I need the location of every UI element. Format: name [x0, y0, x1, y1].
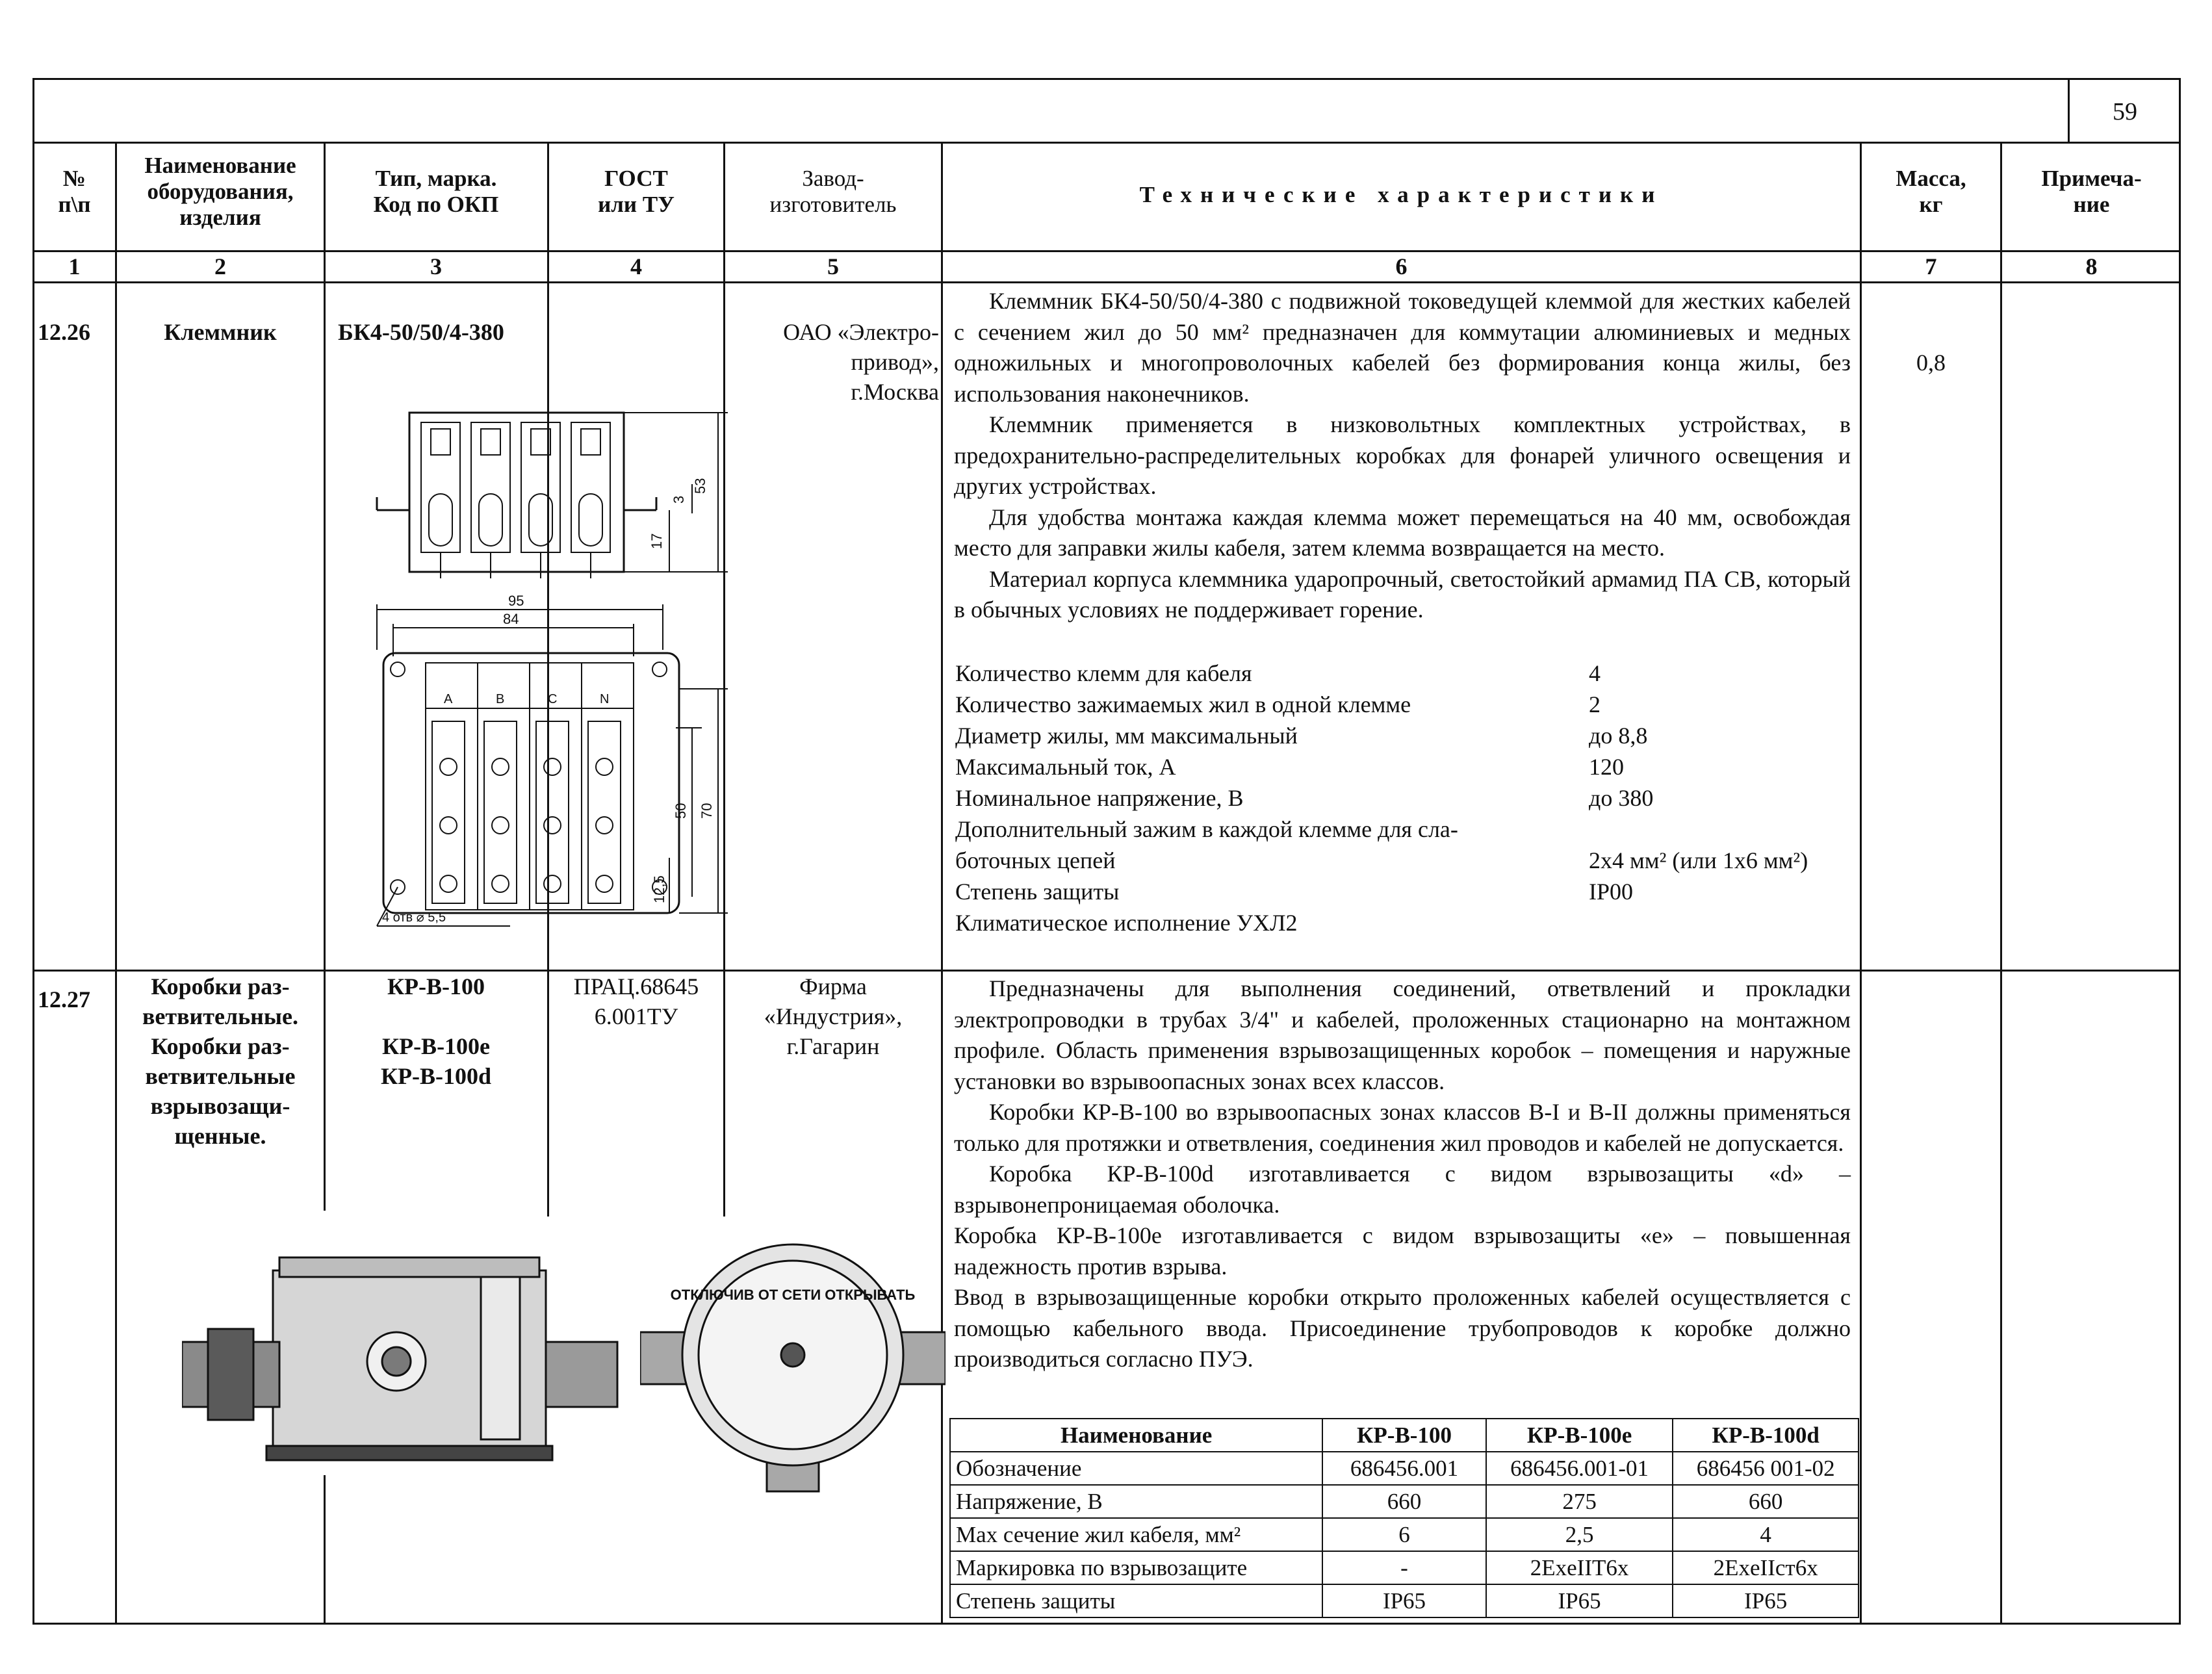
phase-label: В — [496, 692, 505, 706]
row1-number: 12.26 — [38, 319, 90, 345]
col-line-2b — [324, 1475, 326, 1625]
column-number: 7 — [1925, 253, 1937, 279]
header-col-3: Тип, марка. Код по ОКП — [373, 166, 499, 217]
phase-label: N — [600, 692, 610, 706]
row2-description — [954, 973, 1851, 1375]
row2-paragraph: Коробки КР-В-100 во взрывоопасных зонах классов В-I и В-II должны применяться только для протяжки и ответвления, соединения жил проводов и кабелей не допускается. — [954, 1099, 1851, 1156]
phase-label: С — [548, 692, 558, 706]
row2-types: КР-В-100 КР-В-100е КР-В-100d — [380, 973, 492, 1089]
row1-specs — [955, 658, 1852, 938]
column-number: 2 — [214, 253, 226, 279]
row2-paragraph: Коробка КР-В-100d изготавливается с видом взрывозащиты «d» – взрывонепроницаемая оболочка. — [954, 1161, 1851, 1218]
table-row: Степень защиты IP65 IP65 IP65 — [950, 1584, 1858, 1617]
row1-maker: ОАО «Электро- привод», г.Москва — [783, 319, 939, 405]
row1-paragraph: Клеммник применяется в низковольтных комплектных устройствах, в предохранительно-распределительных коробках для фонарей уличного освещения и других устройствах. — [954, 411, 1851, 499]
column-number: 4 — [630, 253, 642, 279]
row1-type: БК4-50/50/4-380 — [338, 319, 504, 345]
row2-name: Коробки раз- ветвительные. Коробки раз- ветвительные взрывозащи- щенные. — [142, 973, 298, 1149]
col-line-1 — [115, 142, 117, 1625]
table-header: КР-В-100 — [1322, 1419, 1486, 1452]
column-number: 5 — [827, 253, 839, 279]
spec-row: Максимальный ток, А 120 — [955, 754, 1624, 780]
row2-maker: Фирма «Индустрия», г.Гагарин — [764, 973, 903, 1059]
page-number: 59 — [2113, 98, 2137, 125]
row2-paragraph: Коробка КР-В-100е изготавливается с видом взрывозащиты «е» – повышенная надежность против взрыва. — [954, 1222, 1851, 1280]
row1-paragraph: Клеммник БК4-50/50/4-380 с подвижной токоведущей клеммой для жестких кабелей с сечением жил до 50 мм² предназначен для коммутации алюминиевых и медных одножильных и многопроволочных кабелей без формирования конца жилы, без использования наконечников. — [954, 288, 1851, 407]
spec-row: Количество клемм для кабеля 4 — [955, 660, 1601, 686]
table-header: КР-В-100d — [1673, 1419, 1858, 1452]
header-col-5: Завод- изготовитель — [769, 166, 897, 217]
dim-70: 70 — [699, 803, 715, 819]
column-number: 6 — [1395, 253, 1408, 279]
page-number-box-line — [2068, 78, 2070, 142]
row1-description — [954, 286, 1851, 626]
dim-3: 3 — [671, 495, 687, 504]
dim-50: 50 — [673, 803, 689, 819]
dim-84: 84 — [503, 611, 519, 627]
header-col-6: Технические характеристики — [1139, 182, 1664, 207]
header-col-1: № п\п — [58, 166, 91, 217]
terminal-block-drawing — [364, 403, 741, 942]
junction-box-top-photo — [640, 1235, 945, 1495]
junction-box-side-photo — [182, 1231, 624, 1472]
row2-paragraph: Ввод в взрывозащищенные коробки открыто проложенных кабелей осуществляется с помощью кабельного ввода. Присоединение трубопроводов к коробке должно производиться согласно ПУЭ. — [954, 1284, 1851, 1372]
header-col-8: Примеча- ние — [2041, 166, 2142, 217]
column-number: 8 — [2085, 253, 2098, 279]
phase-label: А — [444, 692, 453, 706]
spec-row: Диаметр жилы, мм максимальный до 8,8 — [955, 723, 1648, 749]
dim-95: 95 — [508, 593, 524, 609]
row1-paragraph: Материал корпуса клеммника ударопрочный, светостойкий армамид ПА СВ, который в обычных условиях не поддерживает горение. — [954, 565, 1851, 623]
row1-name: Клеммник — [164, 319, 277, 345]
spec-row: Климатическое исполнение УХЛ2 — [955, 910, 1298, 936]
spec-row: боточных цепей 2x4 мм² (или 1x6 мм²) — [955, 847, 1808, 873]
column-number-top-line — [32, 250, 2181, 252]
table-row: Мах сечение жил кабеля, мм² 6 2,5 4 — [950, 1518, 1858, 1551]
dim-53: 53 — [692, 478, 708, 494]
table-row: Обозначение 686456.001 686456.001-01 686456 001-02 — [950, 1452, 1858, 1485]
table-header: КР-В-100е — [1486, 1419, 1673, 1452]
warning-label: ОТКЛЮЧИВ ОТ СЕТИ ОТКРЫВАТЬ — [670, 1287, 916, 1303]
column-number: 3 — [430, 253, 442, 279]
table-row: Маркировка по взрывозащите - 2ExeIIТ6х 2ExeIIст6х — [950, 1551, 1858, 1584]
spec-row: Номинальное напряжение, В до 380 — [955, 785, 1654, 811]
dim-12-5: 12,5 — [651, 875, 667, 903]
spec-table — [949, 1418, 1859, 1618]
header-top-line — [32, 142, 2181, 144]
table-header: Наименование — [950, 1419, 1322, 1452]
row2-gost: ПРАЦ.68645 6.001ТУ — [573, 973, 699, 1029]
table-row: Напряжение, В 660 275 660 — [950, 1485, 1858, 1518]
header-col-2: Наименование оборудования, изделия — [144, 153, 296, 230]
table-header-row — [950, 1419, 1858, 1452]
dim-holes: 4 отв ⌀ 5,5 — [382, 910, 446, 925]
column-number: 1 — [68, 253, 81, 279]
row1-mass: 0,8 — [1916, 350, 1946, 376]
spec-row: Степень защиты IP00 — [955, 879, 1634, 905]
spec-row: Дополнительный зажим в каждой клемме для сла- — [955, 816, 1458, 842]
header-col-7: Масса, кг — [1896, 166, 1966, 217]
header-col-4: ГОСТ или ТУ — [598, 166, 675, 217]
col-line-7 — [2000, 142, 2002, 1625]
column-number-bottom-line — [32, 281, 2181, 283]
row2-number: 12.27 — [38, 986, 90, 1012]
spec-row: Количество зажимаемых жил в одной клемме 2 — [955, 691, 1601, 717]
row1-paragraph: Для удобства монтажа каждая клемма может перемещаться на 40 мм, освобождая место для заправки жилы кабеля, затем клемма возвращается на место. — [954, 504, 1851, 561]
dim-17: 17 — [649, 533, 665, 549]
row2-paragraph: Предназначены для выполнения соединений, ответвлений и прокладки электропроводки в трубах 3/4" и кабелей, проложенных стационарно на монтажном профиле. Область применения взрывозащищенных коробок – помещения и наружные установки во взрывоопасных зонах всех классов. — [954, 975, 1851, 1094]
